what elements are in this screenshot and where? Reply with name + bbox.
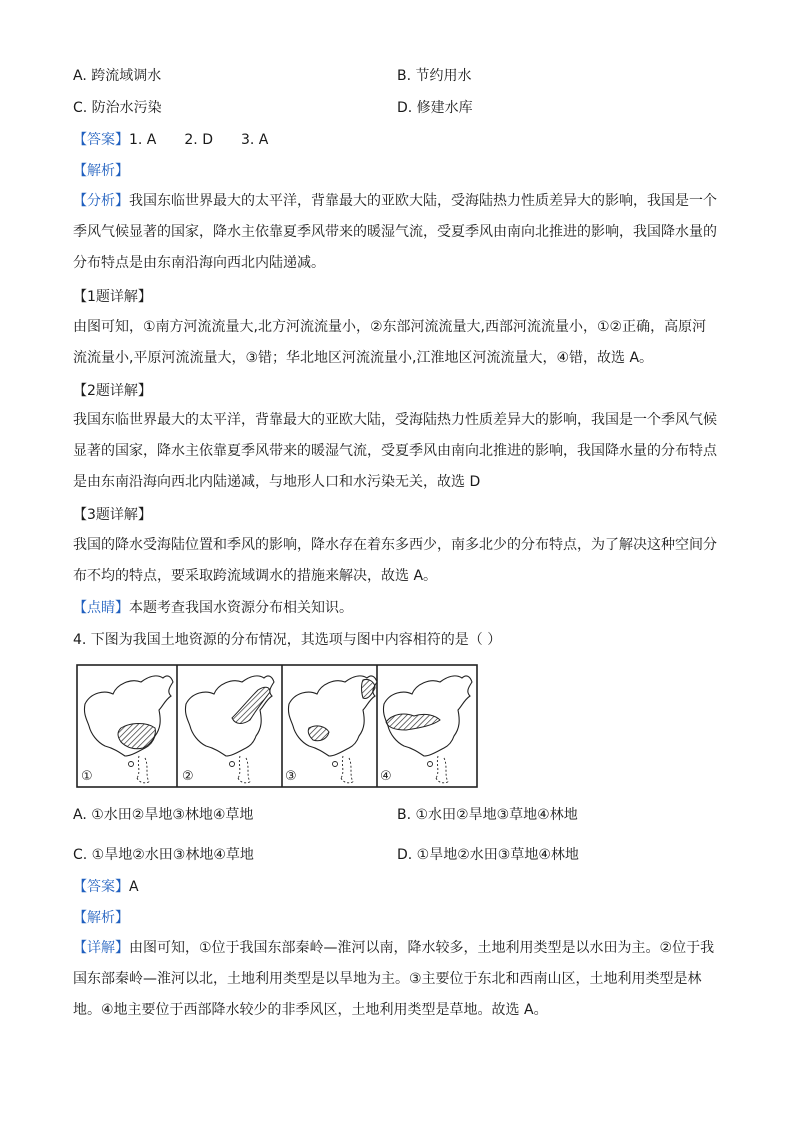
q4-detail-row: 地。④地主要位于西部降水较少的非季风区，土地利用类型是草地。故选 A。 bbox=[73, 1002, 548, 1018]
answer-line-2 bbox=[73, 877, 139, 897]
q4-detail-label: 【详解】 bbox=[73, 940, 129, 956]
answer-line bbox=[73, 130, 268, 150]
map-label: ③ bbox=[285, 769, 297, 784]
q1-detail-row: 流流量小,平原河流流量大，③错；华北地区河流流量小,江淮地区河流流量大，④错，故选 A。 bbox=[73, 350, 654, 366]
question-4-stem: 4. 下图为我国土地资源的分布情况，其选项与图中内容相符的是（ ） bbox=[73, 632, 502, 648]
option-d: D. 修建水库 bbox=[397, 100, 473, 116]
q2-detail-row: 显著的国家，降水主依靠夏季风带来的暖湿气流，受夏季风由南向北推进的影响，我国降水量的分布特点 bbox=[73, 443, 717, 459]
q4-detail-paragraph bbox=[73, 933, 721, 1026]
q3-detail-row: 布不均的特点，要采取跨流域调水的措施来解决，故选 A。 bbox=[73, 568, 438, 584]
analysis-sub-label: 【分析】 bbox=[73, 193, 129, 209]
answer-2: 2. D bbox=[184, 132, 213, 148]
answer-label: 【答案】 bbox=[73, 132, 129, 148]
analysis-row: 季风气候显著的国家，降水主依靠夏季风带来的暖湿气流，受夏季风由南向北推进的影响，我国降水量的 bbox=[73, 224, 717, 240]
answer-label-2: 【答案】 bbox=[73, 879, 129, 895]
map-label: ② bbox=[182, 769, 194, 784]
q3-detail-paragraph bbox=[73, 530, 721, 592]
q1-detail-row: 由图可知，①南方河流流量大,北方河流流量小，②东部河流流量大,西部河流流量小，①②正确，高原河 bbox=[73, 319, 707, 335]
analysis-label-2: 【解析】 bbox=[73, 910, 129, 926]
analysis-label: 【解析】 bbox=[73, 163, 129, 179]
q2-detail-row: 是由东南沿海向西北内陆递减，与地形人口和水污染无关，故选 D bbox=[73, 474, 481, 490]
answer-1: 1. A bbox=[129, 132, 157, 148]
analysis-paragraph bbox=[73, 186, 721, 279]
q4-detail-row: 由图可知，①位于我国东部秦岭—淮河以南，降水较多，土地利用类型是以水田为主。②位于我 bbox=[129, 940, 715, 956]
q4-option-c: C. ①旱地②水田③林地④草地 bbox=[73, 847, 254, 863]
q4-option-d: D. ①旱地②水田③草地④林地 bbox=[397, 847, 579, 863]
map-label: ① bbox=[81, 769, 93, 784]
answer-3: 3. A bbox=[240, 132, 269, 148]
q4-option-b: B. ①水田②旱地③草地④林地 bbox=[397, 807, 578, 823]
q2-detail-row: 我国东临世界最大的太平洋，背靠最大的亚欧大陆，受海陆热力性质差异大的影响，我国是一个季风气候 bbox=[73, 412, 717, 428]
option-c: C. 防治水污染 bbox=[73, 100, 162, 116]
answer-4: A bbox=[129, 879, 139, 895]
option-b: B. 节约用水 bbox=[397, 68, 472, 84]
map-label: ④ bbox=[380, 769, 392, 784]
q1-detail-paragraph bbox=[73, 312, 721, 374]
q4-option-a: A. ①水田②旱地③林地④草地 bbox=[73, 807, 254, 823]
land-use-maps bbox=[76, 664, 478, 788]
analysis-row: 我国东临世界最大的太平洋，背靠最大的亚欧大陆，受海陆热力性质差异大的影响，我国是一个 bbox=[129, 193, 717, 209]
analysis-row: 分布特点是由东南沿海向西北内陆递减。 bbox=[73, 255, 325, 271]
comment-line bbox=[73, 598, 353, 618]
q4-detail-row: 国东部秦岭—淮河以北，土地利用类型是以旱地为主。③主要位于东北和西南山区，土地利用类型是林 bbox=[73, 971, 702, 987]
option-a: A. 跨流域调水 bbox=[73, 68, 162, 84]
q3-detail-row: 我国的降水受海陆位置和季风的影响，降水存在着东多西少，南多北少的分布特点，为了解决这种空间分 bbox=[73, 537, 717, 553]
q1-detail-label: 【1题详解】 bbox=[73, 289, 152, 305]
land-use-maps-figure bbox=[76, 664, 478, 788]
comment-text: 本题考查我国水资源分布相关知识。 bbox=[129, 600, 353, 616]
q3-detail-label: 【3题详解】 bbox=[73, 507, 152, 523]
q2-detail-paragraph bbox=[73, 405, 721, 498]
q2-detail-label: 【2题详解】 bbox=[73, 383, 152, 399]
comment-label: 【点睛】 bbox=[73, 600, 129, 616]
